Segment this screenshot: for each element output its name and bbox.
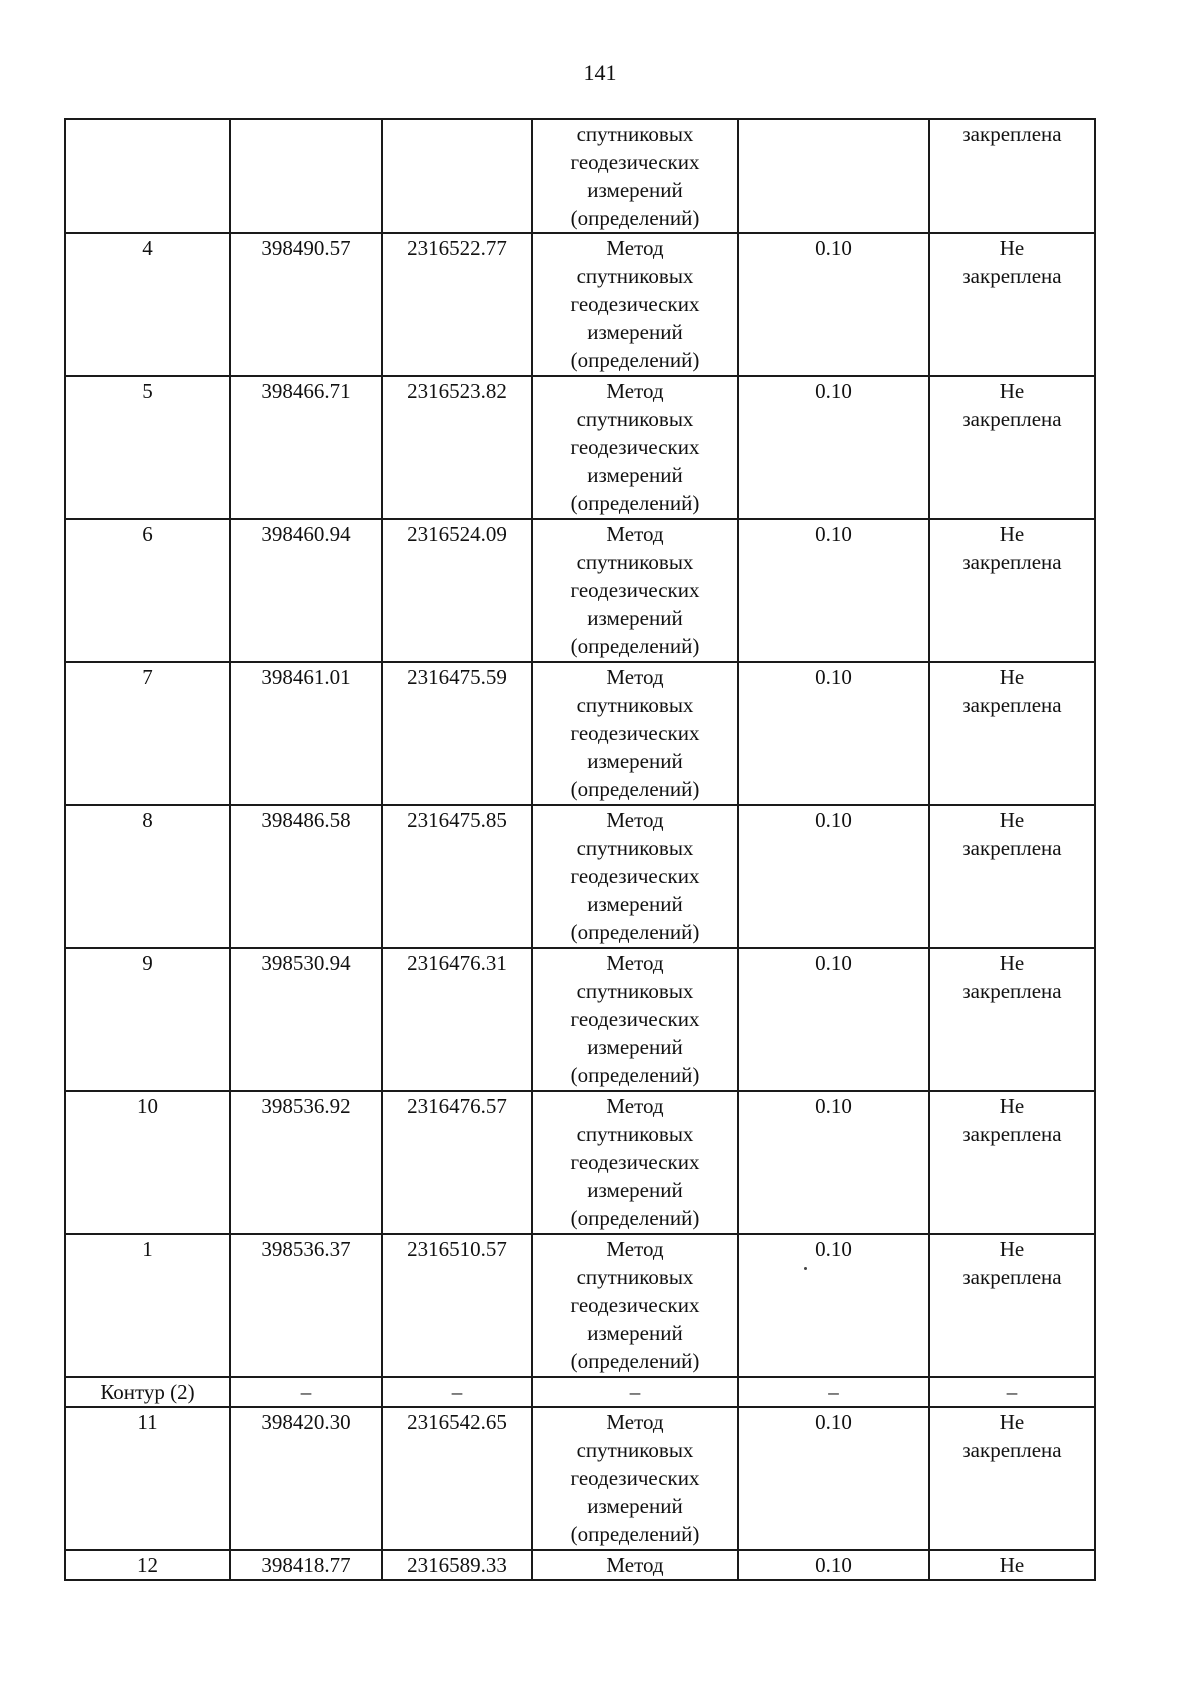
marking-cell [929, 1377, 1095, 1407]
x-coordinate-cell-text: 398536.37 [261, 1237, 351, 1261]
point-number-cell-text: 11 [137, 1410, 158, 1434]
y-coordinate-cell [382, 1407, 532, 1550]
point-number-cell [65, 1091, 230, 1234]
method-cell-text: Метод спутниковых геодезических измерений (определений) [570, 665, 700, 801]
marking-cell-text: Не закреплена [962, 1410, 1062, 1462]
method-cell-text: Метод спутниковых геодезических измерений (определений) [570, 808, 700, 944]
y-coordinate-cell [382, 376, 532, 519]
accuracy-cell [738, 1234, 929, 1377]
table-row [65, 662, 1095, 805]
table-row [65, 519, 1095, 662]
marking-cell-text: Не закреплена [962, 236, 1062, 288]
table-row [65, 1550, 1095, 1580]
x-coordinate-cell-text: 398460.94 [261, 522, 351, 546]
marking-cell-text: Не закреплена [962, 1094, 1062, 1146]
y-coordinate-cell-text: 2316522.77 [407, 236, 507, 260]
marking-cell-text: Не закреплена [962, 808, 1062, 860]
y-coordinate-cell [382, 1377, 532, 1407]
marking-cell [929, 376, 1095, 519]
x-coordinate-cell [230, 805, 382, 948]
y-coordinate-cell-text: 2316510.57 [407, 1237, 507, 1261]
marking-cell [929, 662, 1095, 805]
point-number-cell [65, 662, 230, 805]
x-coordinate-cell [230, 519, 382, 662]
contour-row [65, 1377, 1095, 1407]
y-coordinate-cell [382, 1091, 532, 1234]
table-row [65, 376, 1095, 519]
accuracy-cell [738, 233, 929, 376]
accuracy-cell [738, 662, 929, 805]
marking-cell-text: Не закреплена [962, 522, 1062, 574]
marking-cell [929, 233, 1095, 376]
x-coordinate-cell-text: 398490.57 [261, 236, 351, 260]
point-number-cell [65, 1550, 230, 1580]
point-number-cell [65, 1377, 230, 1407]
y-coordinate-cell [382, 1234, 532, 1377]
x-coordinate-cell-text: 398486.58 [261, 808, 351, 832]
marking-cell-text: Не закреплена [962, 1237, 1062, 1289]
marking-cell [929, 948, 1095, 1091]
point-number-cell [65, 233, 230, 376]
y-coordinate-cell-text: 2316524.09 [407, 522, 507, 546]
method-cell-text: Метод спутниковых геодезических измерений (определений) [570, 522, 700, 658]
accuracy-cell [738, 805, 929, 948]
accuracy-cell [738, 1550, 929, 1580]
accuracy-cell [738, 119, 929, 233]
accuracy-cell-text: 0.10 [815, 1237, 852, 1261]
point-number-cell-text: 9 [142, 951, 153, 975]
accuracy-cell-text: 0.10 [815, 665, 852, 689]
table-row [65, 1234, 1095, 1377]
accuracy-cell [738, 1377, 929, 1407]
x-coordinate-cell [230, 1407, 382, 1550]
y-coordinate-cell [382, 662, 532, 805]
point-number-cell-text: 1 [142, 1237, 153, 1261]
point-number-cell [65, 1234, 230, 1377]
x-coordinate-cell [230, 1377, 382, 1407]
point-number-cell-text: 5 [142, 379, 153, 403]
method-cell [532, 662, 738, 805]
marking-cell [929, 805, 1095, 948]
accuracy-cell [738, 1407, 929, 1550]
method-cell-text: Метод спутниковых геодезических измерений (определений) [570, 951, 700, 1087]
y-coordinate-cell [382, 1550, 532, 1580]
method-cell-text: Метод [606, 1553, 664, 1577]
point-number-cell-text: 10 [137, 1094, 158, 1118]
table-row [65, 1091, 1095, 1234]
point-number-cell [65, 376, 230, 519]
x-coordinate-cell-text: 398530.94 [261, 951, 351, 975]
marking-cell-text: Не закреплена [962, 665, 1062, 717]
accuracy-cell-text: 0.10 [815, 522, 852, 546]
point-number-cell-text: Контур (2) [100, 1380, 195, 1404]
method-cell-text: Метод спутниковых геодезических измерений (определений) [570, 1094, 700, 1230]
point-number-cell-text: 8 [142, 808, 153, 832]
point-number-cell [65, 519, 230, 662]
accuracy-cell-text: 0.10 [815, 1094, 852, 1118]
accuracy-cell-text: 0.10 [815, 1410, 852, 1434]
accuracy-cell-text: – [828, 1380, 839, 1404]
y-coordinate-cell-text: 2316589.33 [407, 1553, 507, 1577]
marking-cell [929, 119, 1095, 233]
x-coordinate-cell [230, 948, 382, 1091]
table-body [65, 119, 1095, 1580]
table-row [65, 119, 1095, 233]
accuracy-cell-text: 0.10 [815, 379, 852, 403]
marking-cell-text: Не закреплена [962, 379, 1062, 431]
x-coordinate-cell-text: 398420.30 [261, 1410, 351, 1434]
method-cell-text: спутниковых геодезических измерений (определений) [570, 122, 700, 230]
scan-speck [804, 1267, 807, 1270]
marking-cell [929, 519, 1095, 662]
accuracy-cell [738, 948, 929, 1091]
table-row [65, 233, 1095, 376]
marking-cell-text: Не [999, 1553, 1025, 1577]
x-coordinate-cell-text: 398461.01 [261, 665, 351, 689]
table-row [65, 1407, 1095, 1550]
y-coordinate-cell-text: 2316475.85 [407, 808, 507, 832]
point-number-cell [65, 948, 230, 1091]
method-cell-text: – [629, 1380, 641, 1404]
table-row [65, 805, 1095, 948]
method-cell-text: Метод спутниковых геодезических измерений (определений) [570, 379, 700, 515]
y-coordinate-cell-text: 2316476.57 [407, 1094, 507, 1118]
method-cell [532, 805, 738, 948]
method-cell [532, 1091, 738, 1234]
x-coordinate-cell-text: – [300, 1380, 312, 1404]
point-number-cell-text: 4 [142, 236, 153, 260]
accuracy-cell [738, 1091, 929, 1234]
marking-cell [929, 1407, 1095, 1550]
page-number: 141 [583, 60, 617, 85]
marking-cell [929, 1234, 1095, 1377]
x-coordinate-cell [230, 662, 382, 805]
method-cell-text: Метод спутниковых геодезических измерений (определений) [570, 1237, 700, 1373]
method-cell [532, 376, 738, 519]
x-coordinate-cell [230, 376, 382, 519]
method-cell [532, 119, 738, 233]
marking-cell-text: закреплена [962, 122, 1062, 146]
y-coordinate-cell [382, 805, 532, 948]
method-cell [532, 948, 738, 1091]
marking-cell [929, 1550, 1095, 1580]
point-number-cell [65, 1407, 230, 1550]
point-number-cell-text: 7 [142, 665, 153, 689]
y-coordinate-cell-text: 2316475.59 [407, 665, 507, 689]
point-number-cell [65, 805, 230, 948]
method-cell [532, 1550, 738, 1580]
coordinates-table [64, 118, 1096, 1581]
point-number-cell [65, 119, 230, 233]
x-coordinate-cell [230, 119, 382, 233]
table-row [65, 948, 1095, 1091]
y-coordinate-cell-text: 2316476.31 [407, 951, 507, 975]
marking-cell-text: – [1006, 1380, 1018, 1404]
y-coordinate-cell-text: 2316542.65 [407, 1410, 507, 1434]
method-cell [532, 519, 738, 662]
point-number-cell-text: 6 [142, 522, 153, 546]
marking-cell-text: Не закреплена [962, 951, 1062, 1003]
x-coordinate-cell [230, 1550, 382, 1580]
x-coordinate-cell-text: 398418.77 [261, 1553, 351, 1577]
accuracy-cell-text: 0.10 [815, 236, 852, 260]
accuracy-cell-text: 0.10 [815, 1553, 852, 1577]
y-coordinate-cell [382, 119, 532, 233]
x-coordinate-cell [230, 1234, 382, 1377]
method-cell [532, 233, 738, 376]
y-coordinate-cell-text: 2316523.82 [407, 379, 507, 403]
accuracy-cell [738, 519, 929, 662]
method-cell [532, 1407, 738, 1550]
y-coordinate-cell [382, 519, 532, 662]
method-cell [532, 1377, 738, 1407]
x-coordinate-cell-text: 398466.71 [261, 379, 351, 403]
marking-cell [929, 1091, 1095, 1234]
accuracy-cell-text: 0.10 [815, 808, 852, 832]
method-cell-text: Метод спутниковых геодезических измерений (определений) [570, 236, 700, 372]
x-coordinate-cell [230, 1091, 382, 1234]
x-coordinate-cell-text: 398536.92 [261, 1094, 351, 1118]
accuracy-cell-text: 0.10 [815, 951, 852, 975]
y-coordinate-cell [382, 948, 532, 1091]
method-cell-text: Метод спутниковых геодезических измерений (определений) [570, 1410, 700, 1546]
y-coordinate-cell-text: – [451, 1380, 463, 1404]
accuracy-cell [738, 376, 929, 519]
x-coordinate-cell [230, 233, 382, 376]
y-coordinate-cell [382, 233, 532, 376]
point-number-cell-text: 12 [137, 1553, 158, 1577]
method-cell [532, 1234, 738, 1377]
